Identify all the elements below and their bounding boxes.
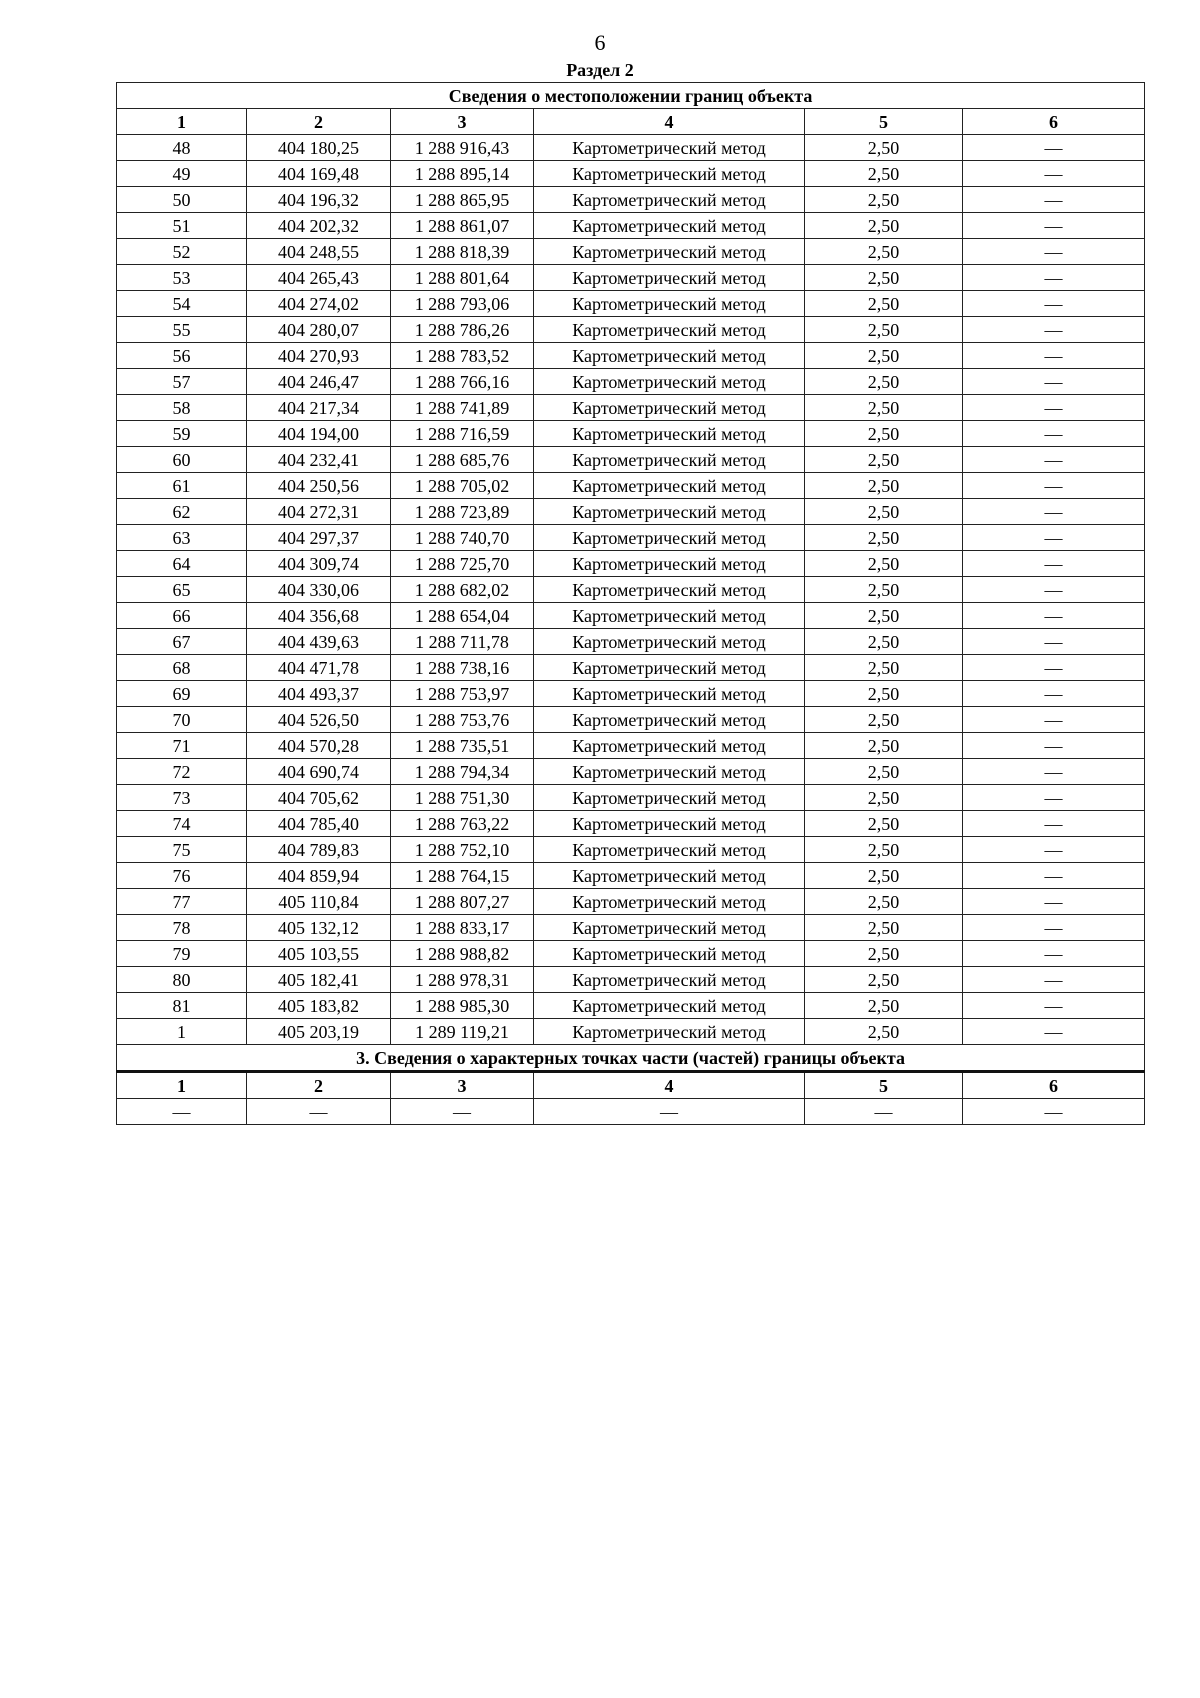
table-cell: Картометрический метод [534, 759, 805, 785]
table-row [117, 239, 1145, 265]
table-row [117, 213, 1145, 239]
table-cell: 61 [117, 473, 247, 499]
table-cell: Картометрический метод [534, 187, 805, 213]
table-cell: 2,50 [805, 473, 963, 499]
table-cell: Картометрический метод [534, 681, 805, 707]
table-cell: 2,50 [805, 629, 963, 655]
table-cell: 2,50 [805, 967, 963, 993]
table-row [117, 941, 1145, 967]
table-cell: 56 [117, 343, 247, 369]
column-header: 5 [805, 109, 963, 135]
table-cell: 404 180,25 [247, 135, 391, 161]
table-cell: 405 203,19 [247, 1019, 391, 1045]
table-cell: 1 288 711,78 [391, 629, 534, 655]
table-cell: — [963, 395, 1145, 421]
subsection-caption-row [117, 1045, 1145, 1072]
table-cell: 1 288 818,39 [391, 239, 534, 265]
table-cell: 1 288 705,02 [391, 473, 534, 499]
table-cell: 1 288 861,07 [391, 213, 534, 239]
table-cell: 1 288 833,17 [391, 915, 534, 941]
table-cell: 404 570,28 [247, 733, 391, 759]
table-cell: Картометрический метод [534, 811, 805, 837]
table-cell: — [963, 941, 1145, 967]
subsection-title: 3. Сведения о характерных точках части (частей) границы объекта [117, 1045, 1145, 1072]
table-cell: Картометрический метод [534, 265, 805, 291]
table-cell: — [534, 1099, 805, 1125]
table-cell: — [963, 577, 1145, 603]
table-cell: 67 [117, 629, 247, 655]
table-cell: 1 288 751,30 [391, 785, 534, 811]
table-cell: 1 288 865,95 [391, 187, 534, 213]
table-cell: 2,50 [805, 343, 963, 369]
table-cell: 2,50 [805, 291, 963, 317]
table-cell: 404 169,48 [247, 161, 391, 187]
table-row [117, 655, 1145, 681]
table-cell: 1 288 985,30 [391, 993, 534, 1019]
column-header: 6 [963, 1072, 1145, 1099]
table-cell: Картометрический метод [534, 473, 805, 499]
table-row [117, 603, 1145, 629]
table-cell: Картометрический метод [534, 733, 805, 759]
table-cell: 404 309,74 [247, 551, 391, 577]
table-row [117, 447, 1145, 473]
table-cell: — [963, 499, 1145, 525]
table-cell: Картометрический метод [534, 551, 805, 577]
table-cell: Картометрический метод [534, 889, 805, 915]
table-cell: 404 526,50 [247, 707, 391, 733]
table-row [117, 369, 1145, 395]
table-row [117, 473, 1145, 499]
table-cell: 404 274,02 [247, 291, 391, 317]
table-cell: — [391, 1099, 534, 1125]
table-cell: 404 250,56 [247, 473, 391, 499]
table-row [117, 343, 1145, 369]
table-row [117, 863, 1145, 889]
table-cell: Картометрический метод [534, 395, 805, 421]
table-cell: Картометрический метод [534, 369, 805, 395]
table-cell: 2,50 [805, 525, 963, 551]
table-cell: 404 280,07 [247, 317, 391, 343]
table-cell: 64 [117, 551, 247, 577]
table-cell: 65 [117, 577, 247, 603]
table-cell: 2,50 [805, 811, 963, 837]
table-cell: 68 [117, 655, 247, 681]
table-cell: 54 [117, 291, 247, 317]
table-cell: Картометрический метод [534, 343, 805, 369]
table-cell: — [963, 447, 1145, 473]
table-cell: — [963, 811, 1145, 837]
table-cell: Картометрический метод [534, 577, 805, 603]
table-cell: — [247, 1099, 391, 1125]
table-cell: — [963, 759, 1145, 785]
table-cell: 1 288 682,02 [391, 577, 534, 603]
table-cell: 77 [117, 889, 247, 915]
table-cell: 2,50 [805, 759, 963, 785]
table-cell: 1 288 741,89 [391, 395, 534, 421]
table-cell: 2,50 [805, 551, 963, 577]
table-cell: 1 288 763,22 [391, 811, 534, 837]
table-row [117, 317, 1145, 343]
table-cell: 2,50 [805, 889, 963, 915]
table-cell: 404 493,37 [247, 681, 391, 707]
table-cell: 1 288 766,16 [391, 369, 534, 395]
table-cell: — [963, 369, 1145, 395]
table-row [117, 759, 1145, 785]
table-cell: 405 103,55 [247, 941, 391, 967]
table-row [117, 993, 1145, 1019]
table-cell: — [963, 213, 1145, 239]
table-cell: Картометрический метод [534, 447, 805, 473]
table-cell: 2,50 [805, 161, 963, 187]
table-cell: 2,50 [805, 941, 963, 967]
table-cell: — [963, 629, 1145, 655]
table-cell: 1 288 740,70 [391, 525, 534, 551]
table-cell: 2,50 [805, 733, 963, 759]
table-cell: 2,50 [805, 863, 963, 889]
table-cell: 2,50 [805, 369, 963, 395]
table-row [117, 265, 1145, 291]
table-cell: Картометрический метод [534, 785, 805, 811]
table-cell: 2,50 [805, 265, 963, 291]
table-row [117, 421, 1145, 447]
table-row [117, 525, 1145, 551]
table-cell: Картометрический метод [534, 239, 805, 265]
column-header: 4 [534, 109, 805, 135]
table-cell: Картометрический метод [534, 213, 805, 239]
table-cell: 404 297,37 [247, 525, 391, 551]
table-cell: 1 288 988,82 [391, 941, 534, 967]
table-cell: 78 [117, 915, 247, 941]
table-cell: — [963, 837, 1145, 863]
table-cell: 1 288 685,76 [391, 447, 534, 473]
table-row [117, 967, 1145, 993]
table-cell: 57 [117, 369, 247, 395]
table-cell: 2,50 [805, 655, 963, 681]
table-cell: 404 705,62 [247, 785, 391, 811]
table-cell: 55 [117, 317, 247, 343]
table-row [117, 187, 1145, 213]
table-cell: 404 272,31 [247, 499, 391, 525]
table-cell: 1 288 753,76 [391, 707, 534, 733]
table-cell: Картометрический метод [534, 993, 805, 1019]
table-cell: 2,50 [805, 915, 963, 941]
table-cell: 405 132,12 [247, 915, 391, 941]
table-cell: — [963, 733, 1145, 759]
table-cell: — [963, 1099, 1145, 1125]
table-cell: — [963, 317, 1145, 343]
table-cell: 404 194,00 [247, 421, 391, 447]
table-cell: Картометрический метод [534, 525, 805, 551]
table-cell: 404 265,43 [247, 265, 391, 291]
table-row [117, 837, 1145, 863]
table-cell: 62 [117, 499, 247, 525]
table-cell: 2,50 [805, 577, 963, 603]
column-header: 4 [534, 1072, 805, 1099]
table-cell: Картометрический метод [534, 707, 805, 733]
table-cell: 1 288 978,31 [391, 967, 534, 993]
table-cell: 72 [117, 759, 247, 785]
table-cell: Картометрический метод [534, 291, 805, 317]
table-cell: Картометрический метод [534, 317, 805, 343]
table-cell: — [963, 343, 1145, 369]
table-cell: — [963, 161, 1145, 187]
table-row [117, 915, 1145, 941]
table-cell: 63 [117, 525, 247, 551]
table-cell: 1 288 738,16 [391, 655, 534, 681]
table-cell: 2,50 [805, 785, 963, 811]
table-cell: 1 288 753,97 [391, 681, 534, 707]
table-cell: 405 183,82 [247, 993, 391, 1019]
table-cell: 405 182,41 [247, 967, 391, 993]
table-cell: 69 [117, 681, 247, 707]
table-cell: 2,50 [805, 1019, 963, 1045]
column-header: 5 [805, 1072, 963, 1099]
table-cell: — [963, 707, 1145, 733]
table-cell: 1 288 895,14 [391, 161, 534, 187]
table-cell: 404 330,06 [247, 577, 391, 603]
table-cell: 404 217,34 [247, 395, 391, 421]
table-row [117, 291, 1145, 317]
table-cell: 2,50 [805, 187, 963, 213]
table-cell: 2,50 [805, 993, 963, 1019]
table-cell: 1 288 725,70 [391, 551, 534, 577]
table-row [117, 135, 1145, 161]
table-cell: 1 289 119,21 [391, 1019, 534, 1045]
table-cell: 404 859,94 [247, 863, 391, 889]
table-cell: — [117, 1099, 247, 1125]
table-row [117, 551, 1145, 577]
table-cell: 75 [117, 837, 247, 863]
table-cell: 1 288 793,06 [391, 291, 534, 317]
table-cell: 1 288 807,27 [391, 889, 534, 915]
table-body [117, 83, 1145, 1125]
table-cell: 2,50 [805, 239, 963, 265]
table-row [117, 811, 1145, 837]
column-header: 3 [391, 1072, 534, 1099]
table-row [117, 499, 1145, 525]
column-header: 2 [247, 1072, 391, 1099]
table-row [117, 395, 1145, 421]
table-cell: 404 439,63 [247, 629, 391, 655]
table-cell: 405 110,84 [247, 889, 391, 915]
table-cell: Картометрический метод [534, 941, 805, 967]
table-row [117, 1099, 1145, 1125]
table-cell: — [963, 187, 1145, 213]
table-caption-row [117, 83, 1145, 109]
table-cell: — [963, 239, 1145, 265]
table-cell: 79 [117, 941, 247, 967]
table-cell: 60 [117, 447, 247, 473]
table-cell: 1 288 716,59 [391, 421, 534, 447]
column-header: 3 [391, 109, 534, 135]
table-cell: 2,50 [805, 317, 963, 343]
table-row [117, 707, 1145, 733]
column-header: 1 [117, 109, 247, 135]
page-number: 6 [594, 30, 606, 55]
table-cell: — [963, 993, 1145, 1019]
table-cell: 1 288 723,89 [391, 499, 534, 525]
table-row [117, 733, 1145, 759]
table-row [117, 161, 1145, 187]
table-cell: 76 [117, 863, 247, 889]
table-cell: 50 [117, 187, 247, 213]
table-cell: — [963, 863, 1145, 889]
table-cell: 48 [117, 135, 247, 161]
table-cell: — [963, 785, 1145, 811]
table-cell: 1 288 764,15 [391, 863, 534, 889]
table-cell: — [963, 889, 1145, 915]
section-title: Раздел 2 [566, 60, 634, 80]
table-cell: 49 [117, 161, 247, 187]
table-cell: Картометрический метод [534, 161, 805, 187]
table-cell: — [963, 525, 1145, 551]
table-cell: 404 246,47 [247, 369, 391, 395]
table-cell: 81 [117, 993, 247, 1019]
table-cell: Картометрический метод [534, 863, 805, 889]
table-cell: 404 785,40 [247, 811, 391, 837]
table-cell: 70 [117, 707, 247, 733]
table-cell: 404 202,32 [247, 213, 391, 239]
table-cell: — [963, 603, 1145, 629]
table-row [117, 629, 1145, 655]
table-row [117, 681, 1145, 707]
table-cell: 404 196,32 [247, 187, 391, 213]
table-row [117, 1019, 1145, 1045]
table-cell: — [963, 681, 1145, 707]
table-cell: — [963, 265, 1145, 291]
table-cell: Картометрический метод [534, 837, 805, 863]
table-cell: Картометрический метод [534, 915, 805, 941]
table-cell: Картометрический метод [534, 629, 805, 655]
table-caption: Сведения о местоположении границ объекта [117, 83, 1145, 109]
table-cell: 1 288 752,10 [391, 837, 534, 863]
table-cell: 404 471,78 [247, 655, 391, 681]
table-cell: — [963, 967, 1145, 993]
table-cell: Картометрический метод [534, 967, 805, 993]
table-cell: 404 690,74 [247, 759, 391, 785]
table-cell: 2,50 [805, 395, 963, 421]
table-cell: — [805, 1099, 963, 1125]
table-cell: Картометрический метод [534, 1019, 805, 1045]
table-cell: 2,50 [805, 213, 963, 239]
table-cell: 404 356,68 [247, 603, 391, 629]
table-cell: 74 [117, 811, 247, 837]
subsection-header-row [117, 1072, 1145, 1099]
table-cell: — [963, 1019, 1145, 1045]
table-cell: — [963, 915, 1145, 941]
table-row [117, 577, 1145, 603]
table-cell: 404 270,93 [247, 343, 391, 369]
table-cell: 66 [117, 603, 247, 629]
table-cell: — [963, 655, 1145, 681]
column-header: 6 [963, 109, 1145, 135]
table-cell: 51 [117, 213, 247, 239]
table-cell: 1 288 783,52 [391, 343, 534, 369]
table-cell: — [963, 291, 1145, 317]
table-cell: 1 288 916,43 [391, 135, 534, 161]
table-row [117, 785, 1145, 811]
table-cell: 2,50 [805, 447, 963, 473]
table-cell: 1 288 654,04 [391, 603, 534, 629]
column-header: 1 [117, 1072, 247, 1099]
table-cell: 59 [117, 421, 247, 447]
table-cell: 2,50 [805, 707, 963, 733]
column-header: 2 [247, 109, 391, 135]
table-cell: 1 288 801,64 [391, 265, 534, 291]
table-cell: Картометрический метод [534, 603, 805, 629]
table-cell: 53 [117, 265, 247, 291]
table-cell: 1 288 735,51 [391, 733, 534, 759]
table-cell: 404 248,55 [247, 239, 391, 265]
table-cell: 52 [117, 239, 247, 265]
table-cell: 73 [117, 785, 247, 811]
table-cell: 2,50 [805, 499, 963, 525]
table-cell: — [963, 551, 1145, 577]
table-cell: 2,50 [805, 421, 963, 447]
table-cell: 2,50 [805, 681, 963, 707]
table-cell: 2,50 [805, 603, 963, 629]
table-cell: Картометрический метод [534, 499, 805, 525]
table-cell: 404 789,83 [247, 837, 391, 863]
table-header-row [117, 109, 1145, 135]
table-cell: — [963, 421, 1145, 447]
boundary-coordinates-table [116, 82, 1145, 1125]
table-cell: 1 [117, 1019, 247, 1045]
table-cell: Картометрический метод [534, 421, 805, 447]
table-cell: 1 288 786,26 [391, 317, 534, 343]
table-cell: — [963, 473, 1145, 499]
table-row [117, 889, 1145, 915]
table-cell: 2,50 [805, 837, 963, 863]
table-cell: 1 288 794,34 [391, 759, 534, 785]
table-cell: — [963, 135, 1145, 161]
table-cell: Картометрический метод [534, 135, 805, 161]
table-cell: 404 232,41 [247, 447, 391, 473]
table-cell: 58 [117, 395, 247, 421]
table-cell: 2,50 [805, 135, 963, 161]
table-cell: Картометрический метод [534, 655, 805, 681]
table-cell: 71 [117, 733, 247, 759]
table-cell: 80 [117, 967, 247, 993]
